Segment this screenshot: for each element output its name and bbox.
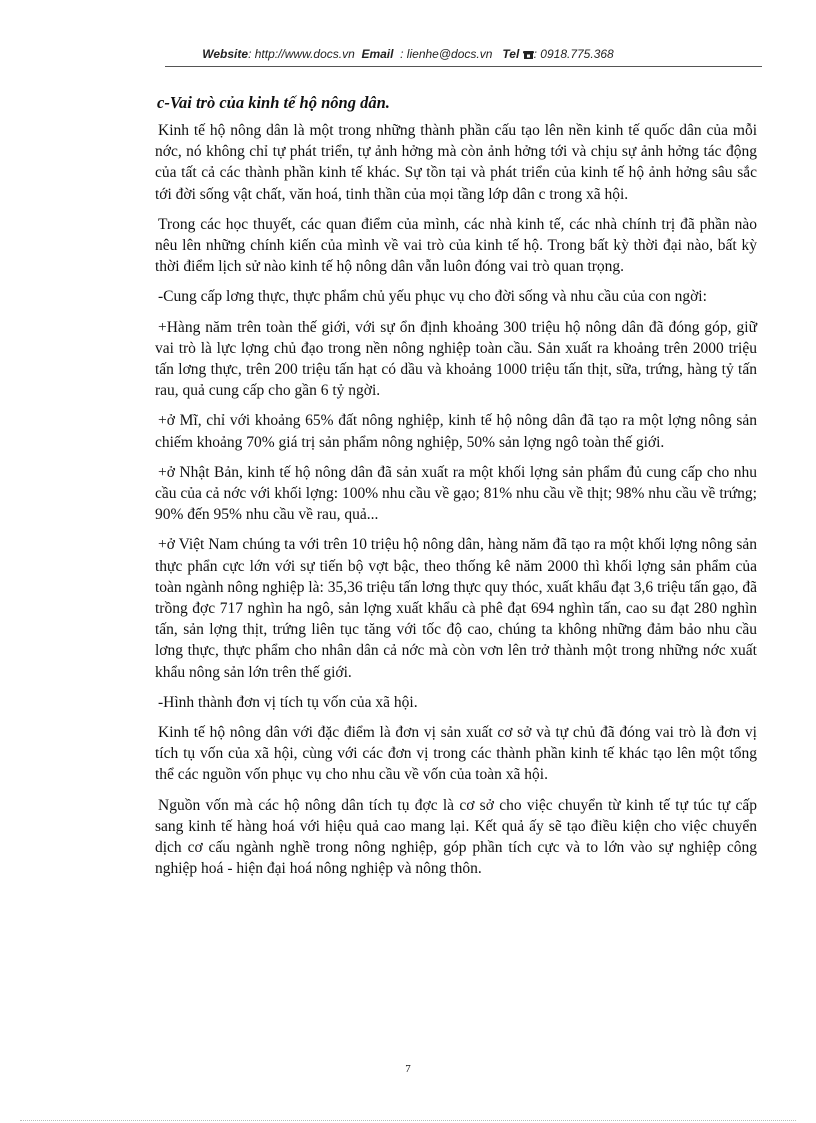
document-body (155, 92, 757, 889)
paragraph: Kinh tế hộ nông dân là một trong những thành phần cấu tạo lên nền kinh tế quốc dân của mỗi nớc, nó không chỉ tự phát triển, tự ảnh hởng mà còn ảnh hởng tới và chịu sự ảnh hởng tác động của tất cả các thành phần kinh tế khác. Sự tồn tại và phát triển của kinh tế hộ ảnh hởng sâu sắc tới đời sống vật chất, văn hoá, tinh thần của mọi tầng lớp dân c trong xã hội. (155, 122, 757, 203)
paragraph: +ở Mĩ, chỉ với khoảng 65% đất nông nghiệp, kinh tế hộ nông dân đã tạo ra một lợng nông sản chiếm khoảng 70% giá trị sản phẩm nông nghiệp, 50% sản lợng ngô toàn thế giới. (155, 412, 757, 451)
page-number: 7 (405, 1063, 411, 1075)
section-heading: c-Vai trò của kinh tế hộ nông dân. (157, 93, 390, 112)
paragraph: +Hàng năm trên toàn thế giới, với sự ổn định khoảng 300 triệu hộ nông dân đã đóng góp, giữ vai trò là lực lợng chủ đạo trong nền nông nghiệp toàn cầu. Sản xuất ra khoảng trên 2000 triệu tấn lơng thực, trên 200 triệu tấn hạt có dầu và khoảng 1000 triệu tấn thịt, sữa, trứng, hàng tỷ tấn rau, quả cung cấp cho gần 6 tỷ ngời. (155, 318, 757, 400)
tel-label: Tel (502, 47, 520, 61)
bottom-divider (20, 1120, 796, 1121)
paragraph: +ở Việt Nam chúng ta với trên 10 triệu hộ nông dân, hàng năm đã tạo ra một khối lợng nông sản thực phẩn cực lớn với sự tiến bộ vợt bậc, theo thống kê năm 2000 thì khối lợng sản phẩm của toàn ngành nông nghiệp là: 35,36 triệu tấn lơng thực quy thóc, xuất khẩu đạt 3,6 triệu tấn gạo, đã trồng đợc 717 nghìn ha ngô, sản lợng xuất khẩu cà phê đạt 694 nghìn tấn, cao su đạt 280 nghìn tấn, sản lợng thịt, trứng liên tục tăng với tốc độ cao, chúng ta không những đảm bảo nhu cầu lơng thực, thực phẩm cho nhân dân cả nớc mà còn vơn lên trở thành một trong những nớc xuất khẩu nông sản lớn trên thế giới. (155, 536, 757, 681)
paragraph: -Cung cấp lơng thực, thực phẩm chủ yếu phục vụ cho đời sống và nhu cầu của con ngời: (158, 288, 707, 306)
paragraph: Kinh tế hộ nông dân với đặc điểm là đơn vị sản xuất cơ sở và tự chủ đã đóng vai trò là đơn vị tích tụ vốn của xã hội, cùng với các đơn vị trong các thành phần kinh tế khác tạo lên một tổng thể các nguồn vốn phục vụ cho nhu cầu về vốn của toàn xã hội. (155, 724, 757, 784)
website-value: : http://www.docs.vn (248, 47, 355, 61)
paragraph: Trong các học thuyết, các quan điểm của mình, các nhà kinh tế, các nhà chính trị đã phần nào nêu lên những chính kiến của mình về vai trò của kinh tế hộ. Trong bất kỳ thời đại nào, bất kỳ thời điểm lịch sử nào kinh tế hộ nông dân vẫn luôn đóng vai trò quan trọng. (155, 215, 757, 276)
page-header (0, 47, 816, 61)
email-value: : lienhe@docs.vn (400, 47, 493, 61)
tel-value: : 0918.775.368 (533, 47, 614, 61)
paragraph: Nguồn vốn mà các hộ nông dân tích tụ đợc là cơ sở cho việc chuyển từ kinh tế tự túc tự cấp sang kinh tế hàng hoá với hiệu quả cao mang lại. Kết quả ấy sẽ tạo điều kiện cho việc chuyển dịch cơ cấu ngành nghề trong nông nghiệp, góp phần tích cực và to lớn vào sự nghiệp công nghiệp hoá - hiện đại hoá nông nghiệp và nông thôn. (155, 796, 757, 878)
email-label: Email (361, 47, 394, 61)
paragraph: +ở Nhật Bản, kinh tế hộ nông dân đã sản xuất ra một khối lợng sản phẩm đủ cung cấp cho nhu cầu của cả nớc với khối lợng: 100% nhu cầu về gạo; 81% nhu cầu về thịt; 98% nhu cầu về trứng; 90% đến 95% nhu cầu về rau, quả... (155, 463, 757, 524)
phone-icon (523, 48, 534, 57)
website-label: Website (202, 47, 249, 61)
paragraph: -Hình thành đơn vị tích tụ vốn của xã hội. (158, 693, 418, 711)
header-divider (165, 66, 762, 67)
